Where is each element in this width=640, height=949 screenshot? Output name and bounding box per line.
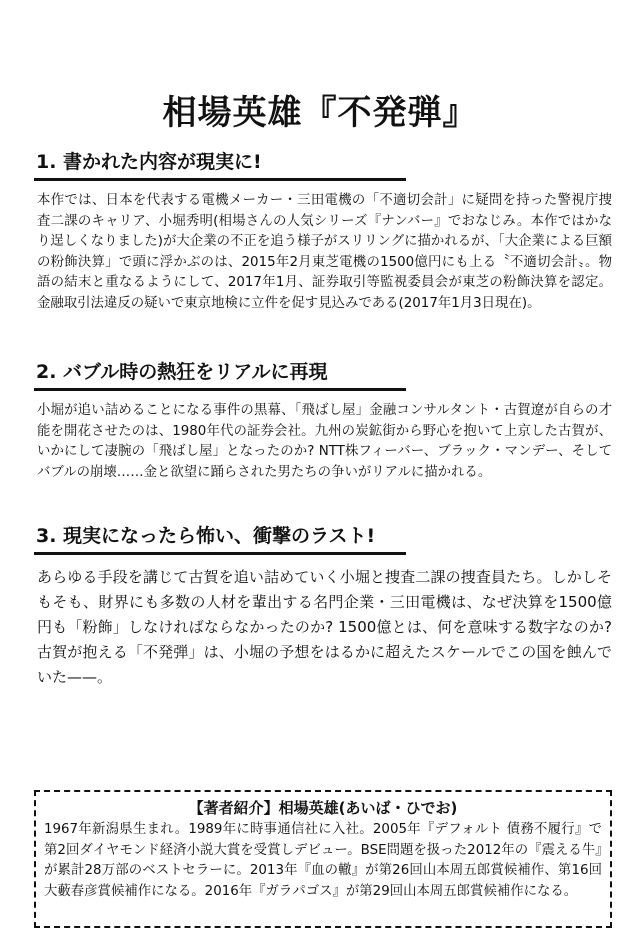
section-2-heading: 2. バブル時の熱狂をリアルに再現	[34, 358, 406, 391]
section-1	[34, 148, 612, 314]
section-1-body: 本作では、日本を代表する電機メーカー・三田電機の「不適切会計」に疑問を持った警視庁捜査二課のキャリア、小堀秀明(相場さんの人気シリーズ『ナンバー』でおなじみ。本作ではかなり逞しくなりました)が大企業の不正を追う様子がスリリングに描かれるが、「大企業による巨額の粉飾決算」で頭に浮かぶのは、2015年2月東芝電機の1500億円にも上る〝不適切会計〟。物語の結末と重なるようにして、2017年1月、証券取引等監視委員会が東芝の粉飾決算を認定。金融取引法違反の疑いで東京地検に立件を促す見込みである(2017年1月3日現在)。	[37, 193, 612, 311]
author-heading: 【著者紹介】相場英雄(あいば・ひでお)	[188, 799, 458, 817]
author-profile-box	[34, 790, 612, 928]
section-2	[34, 358, 612, 483]
page-title: 相場英雄『不発弾』	[162, 93, 478, 133]
section-1-heading: 1. 書かれた内容が現実に!	[34, 148, 406, 181]
section-3-heading: 3. 現実になったら怖い、衝撃のラスト!	[34, 522, 406, 555]
section-2-body: 小堀が追い詰めることになる事件の黒幕、「飛ばし屋」金融コンサルタント・古賀遼が自らの才能を開花させたのは、1980年代の証券会社。九州の炭鉱街から野心を抱いて上京した古賀が、いかにして凄腕の「飛ばし屋」となったのか? NTT株フィーバー、ブラック・マンデー、そしてバブルの崩壊……金と欲望に踊らされた男たちの争いがリアルに描かれる。	[37, 403, 612, 480]
section-3-body: あらゆる手段を講じて古賀を追い詰めていく小堀と捜査二課の捜査員たち。しかしそもそも、財界にも多数の人材を輩出する名門企業・三田電機は、なぜ決算を1500億円も「粉飾」しなければならなかったのか? 1500億とは、何を意味する数字なのか? 古賀が抱える「不発弾」は、小堀の予想をはるかに超えたスケールでこの国を蝕んでいた——。	[37, 568, 612, 686]
author-body: 1967年新潟県生まれ。1989年に時事通信社に入社。2005年『デフォルト 債務不履行』で第2回ダイヤモンド経済小説大賞を受賞しデビュー。BSE問題を扱った2012年の『震える牛』が累計28万部のベストセラーに。2013年『血の轍』が第26回山本周五郎賞候補作、第16回大藪春彦賞候補作になる。2016年『ガラパゴス』が第29回山本周五郎賞候補作になる。	[44, 822, 602, 899]
section-3	[34, 522, 612, 690]
